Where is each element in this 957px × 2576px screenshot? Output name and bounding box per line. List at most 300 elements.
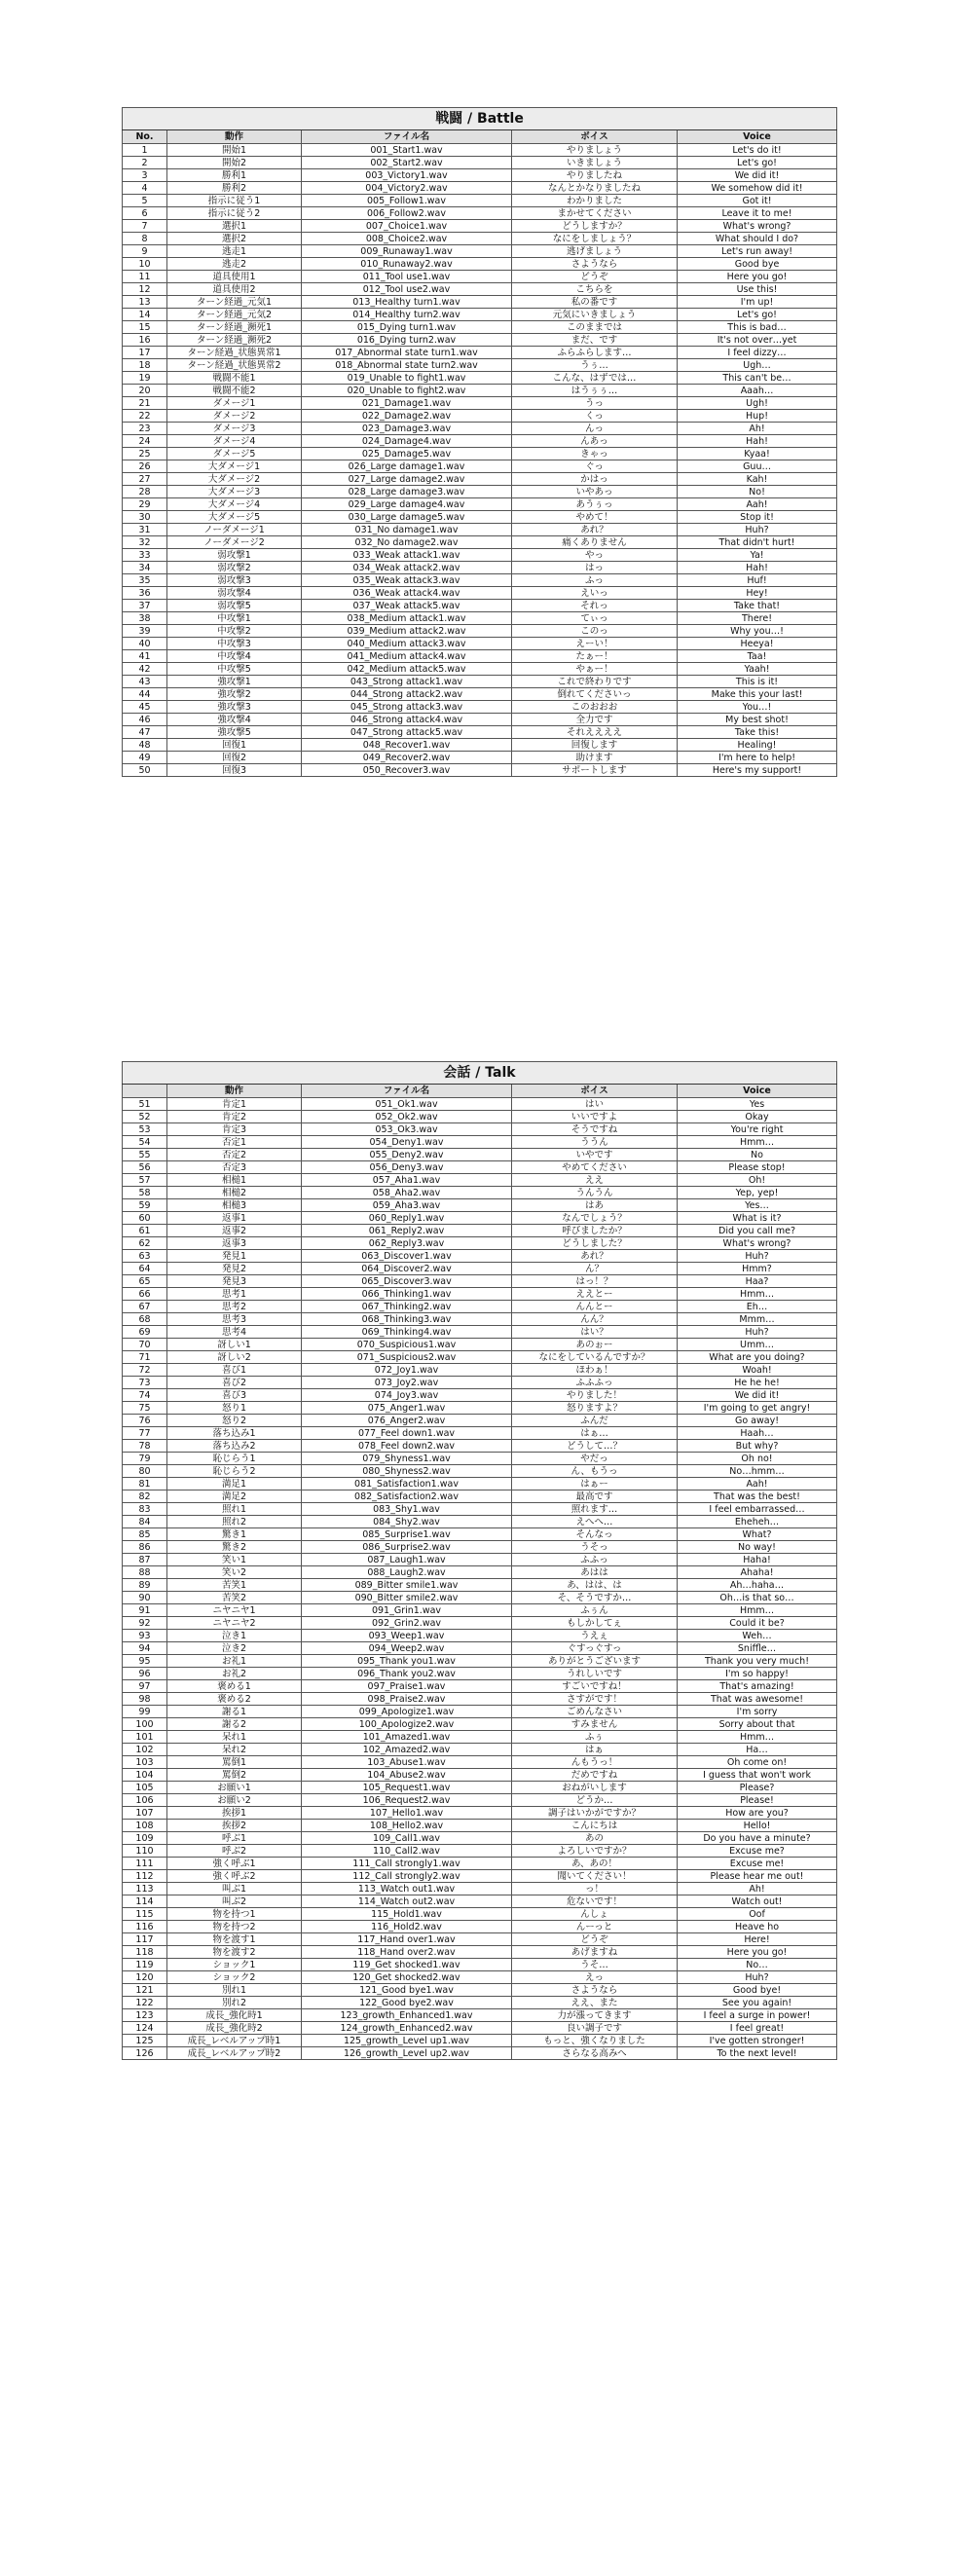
row-filename: 124_growth_Enhanced2.wav xyxy=(302,2022,512,2035)
row-number: 92 xyxy=(123,1617,167,1630)
row-action: 謝る1 xyxy=(167,1706,302,1718)
row-voice-en: Here you go! xyxy=(678,1946,837,1959)
row-number: 90 xyxy=(123,1592,167,1604)
row-voice-en: Sorry about that xyxy=(678,1718,837,1731)
row-filename: 040_Medium attack3.wav xyxy=(302,638,512,650)
row-action: 恥じらう2 xyxy=(167,1465,302,1478)
table-row xyxy=(123,309,837,321)
row-number: 103 xyxy=(123,1756,167,1769)
row-action: ダメージ5 xyxy=(167,448,302,460)
row-action: 喜び2 xyxy=(167,1377,302,1389)
row-action: 中攻撃4 xyxy=(167,650,302,663)
row-number: 34 xyxy=(123,562,167,574)
row-number: 77 xyxy=(123,1427,167,1440)
row-number: 87 xyxy=(123,1554,167,1566)
row-action: 物を持つ2 xyxy=(167,1921,302,1933)
table-row xyxy=(123,296,837,309)
table-row xyxy=(123,1541,837,1554)
row-voice-jp: えーい！ xyxy=(512,638,678,650)
table-row xyxy=(123,1111,837,1123)
row-voice-en: Huh? xyxy=(678,1971,837,1984)
row-filename: 037_Weak attack5.wav xyxy=(302,600,512,612)
row-filename: 067_Thinking2.wav xyxy=(302,1301,512,1313)
col-header-action: 動作 xyxy=(167,130,302,144)
row-action: 相槌3 xyxy=(167,1199,302,1212)
row-action: 満足2 xyxy=(167,1490,302,1503)
row-voice-jp: あれ？ xyxy=(512,524,678,536)
table-row xyxy=(123,1756,837,1769)
table-row xyxy=(123,1478,837,1490)
table-row xyxy=(123,410,837,423)
row-voice-en: Take this! xyxy=(678,726,837,739)
row-number: 67 xyxy=(123,1301,167,1313)
row-voice-en: Oh come on! xyxy=(678,1756,837,1769)
row-action: 思考1 xyxy=(167,1288,302,1301)
table-row xyxy=(123,1212,837,1225)
table-row xyxy=(123,676,837,688)
row-voice-jp: すごいですね！ xyxy=(512,1680,678,1693)
row-number: 94 xyxy=(123,1642,167,1655)
row-voice-en: He he he! xyxy=(678,1377,837,1389)
row-action: 戦闘不能1 xyxy=(167,372,302,385)
row-action: 回復2 xyxy=(167,752,302,764)
row-number: 69 xyxy=(123,1326,167,1339)
row-filename: 032_No damage2.wav xyxy=(302,536,512,549)
row-number: 74 xyxy=(123,1389,167,1402)
row-number: 44 xyxy=(123,688,167,701)
row-number: 71 xyxy=(123,1351,167,1364)
table-row xyxy=(123,258,837,271)
row-voice-jp: 呼びましたか？ xyxy=(512,1225,678,1237)
row-filename: 045_Strong attack3.wav xyxy=(302,701,512,714)
row-voice-jp: なんでしょう？ xyxy=(512,1212,678,1225)
row-voice-en: No… xyxy=(678,1959,837,1971)
row-filename: 115_Hold1.wav xyxy=(302,1908,512,1921)
row-voice-jp: どうぞ xyxy=(512,1933,678,1946)
table-row xyxy=(123,600,837,612)
row-action: 指示に従う1 xyxy=(167,195,302,207)
row-action: ターン経過_瀕死1 xyxy=(167,321,302,334)
row-action: 弱攻撃4 xyxy=(167,587,302,600)
table-row xyxy=(123,448,837,460)
row-number: 70 xyxy=(123,1339,167,1351)
row-voice-jp: んあっ xyxy=(512,435,678,448)
table-row xyxy=(123,638,837,650)
row-number: 112 xyxy=(123,1870,167,1883)
row-filename: 125_growth_Level up1.wav xyxy=(302,2035,512,2047)
row-action: 罵倒1 xyxy=(167,1756,302,1769)
table-row xyxy=(123,1579,837,1592)
row-filename: 019_Unable to fight1.wav xyxy=(302,372,512,385)
row-voice-jp: いやあっ xyxy=(512,486,678,498)
table-row xyxy=(123,423,837,435)
row-action: 大ダメージ4 xyxy=(167,498,302,511)
col-header-no: No. xyxy=(123,130,167,144)
row-number: 86 xyxy=(123,1541,167,1554)
row-filename: 122_Good bye2.wav xyxy=(302,1997,512,2009)
row-number: 40 xyxy=(123,638,167,650)
row-action: 挨拶1 xyxy=(167,1807,302,1820)
table-row xyxy=(123,486,837,498)
row-filename: 059_Aha3.wav xyxy=(302,1199,512,1212)
row-voice-jp: えいっ xyxy=(512,587,678,600)
table-row xyxy=(123,1554,837,1566)
row-voice-jp: やめてください xyxy=(512,1161,678,1174)
row-voice-en: Oh! xyxy=(678,1174,837,1187)
row-number: 41 xyxy=(123,650,167,663)
row-filename: 114_Watch out2.wav xyxy=(302,1895,512,1908)
table-row xyxy=(123,1237,837,1250)
row-action: ノーダメージ1 xyxy=(167,524,302,536)
table-row xyxy=(123,1566,837,1579)
row-filename: 012_Tool use2.wav xyxy=(302,283,512,296)
row-voice-en: Excuse me! xyxy=(678,1858,837,1870)
row-filename: 080_Shyness2.wav xyxy=(302,1465,512,1478)
table-row xyxy=(123,1136,837,1149)
row-filename: 057_Aha1.wav xyxy=(302,1174,512,1187)
row-action: 中攻撃5 xyxy=(167,663,302,676)
row-filename: 035_Weak attack3.wav xyxy=(302,574,512,587)
row-action: 喜び1 xyxy=(167,1364,302,1377)
row-action: 褒める2 xyxy=(167,1693,302,1706)
row-filename: 077_Feel down1.wav xyxy=(302,1427,512,1440)
table-row xyxy=(123,1326,837,1339)
row-voice-jp: なにをしているんですか？ xyxy=(512,1351,678,1364)
row-action: ターン経過_瀕死2 xyxy=(167,334,302,347)
row-voice-en: Haah… xyxy=(678,1427,837,1440)
row-voice-jp: どうぞ xyxy=(512,271,678,283)
row-filename: 025_Damage5.wav xyxy=(302,448,512,460)
row-voice-jp: うそ… xyxy=(512,1959,678,1971)
row-voice-en: It's not over…yet xyxy=(678,334,837,347)
row-voice-en: I guess that won't work xyxy=(678,1769,837,1782)
row-number: 35 xyxy=(123,574,167,587)
row-filename: 123_growth_Enhanced1.wav xyxy=(302,2009,512,2022)
table-row xyxy=(123,714,837,726)
row-voice-jp: あげますね xyxy=(512,1946,678,1959)
row-filename: 063_Discover1.wav xyxy=(302,1250,512,1263)
table-row xyxy=(123,1807,837,1820)
row-number: 47 xyxy=(123,726,167,739)
table-row xyxy=(123,1946,837,1959)
row-action: ターン経過_状態異常1 xyxy=(167,347,302,359)
row-voice-jp: さすがです！ xyxy=(512,1693,678,1706)
row-number: 13 xyxy=(123,296,167,309)
table-row xyxy=(123,663,837,676)
table-row xyxy=(123,1933,837,1946)
row-voice-jp: あ、はは、は xyxy=(512,1579,678,1592)
row-number: 76 xyxy=(123,1415,167,1427)
row-voice-en: We did it! xyxy=(678,169,837,182)
row-voice-jp: さようなら xyxy=(512,258,678,271)
row-voice-jp: 聞いてください！ xyxy=(512,1870,678,1883)
row-action: 返事1 xyxy=(167,1212,302,1225)
row-number: 53 xyxy=(123,1123,167,1136)
row-number: 62 xyxy=(123,1237,167,1250)
row-voice-jp: んもうっ！ xyxy=(512,1756,678,1769)
row-number: 104 xyxy=(123,1769,167,1782)
row-voice-en: Haha! xyxy=(678,1554,837,1566)
row-voice-en: That didn't hurt! xyxy=(678,536,837,549)
row-number: 98 xyxy=(123,1693,167,1706)
row-voice-en: Here you go! xyxy=(678,271,837,283)
row-filename: 088_Laugh2.wav xyxy=(302,1566,512,1579)
row-number: 14 xyxy=(123,309,167,321)
row-voice-jp: くっ xyxy=(512,410,678,423)
row-voice-jp: 危ないです！ xyxy=(512,1895,678,1908)
row-number: 64 xyxy=(123,1263,167,1275)
row-number: 119 xyxy=(123,1959,167,1971)
row-voice-en: How are you? xyxy=(678,1807,837,1820)
row-action: ターン経過_元気1 xyxy=(167,296,302,309)
row-filename: 075_Anger1.wav xyxy=(302,1402,512,1415)
row-action: ダメージ4 xyxy=(167,435,302,448)
row-action: 褒める1 xyxy=(167,1680,302,1693)
row-voice-jp: ええ、また xyxy=(512,1997,678,2009)
row-action: 否定3 xyxy=(167,1161,302,1174)
col-header-voice-en: Voice xyxy=(678,130,837,144)
row-voice-jp: よろしいですか？ xyxy=(512,1845,678,1858)
row-number: 8 xyxy=(123,233,167,245)
row-voice-jp: やっ xyxy=(512,549,678,562)
row-filename: 047_Strong attack5.wav xyxy=(302,726,512,739)
row-filename: 109_Call1.wav xyxy=(302,1832,512,1845)
row-voice-jp: やりましたね xyxy=(512,169,678,182)
row-action: 成長_強化時1 xyxy=(167,2009,302,2022)
row-number: 123 xyxy=(123,2009,167,2022)
row-voice-jp: あ、あの！ xyxy=(512,1858,678,1870)
row-filename: 044_Strong attack2.wav xyxy=(302,688,512,701)
row-action: 弱攻撃3 xyxy=(167,574,302,587)
row-voice-en: Good bye! xyxy=(678,1984,837,1997)
row-action: 泣き1 xyxy=(167,1630,302,1642)
row-filename: 069_Thinking4.wav xyxy=(302,1326,512,1339)
row-number: 9 xyxy=(123,245,167,258)
row-number: 16 xyxy=(123,334,167,347)
row-voice-en: Hmm… xyxy=(678,1136,837,1149)
table-row xyxy=(123,1693,837,1706)
table-row xyxy=(123,1794,837,1807)
row-action: 大ダメージ5 xyxy=(167,511,302,524)
row-voice-jp: もしかしてぇ xyxy=(512,1617,678,1630)
row-action: ターン経過_状態異常2 xyxy=(167,359,302,372)
row-action: 相槌1 xyxy=(167,1174,302,1187)
row-number: 28 xyxy=(123,486,167,498)
row-filename: 106_Request2.wav xyxy=(302,1794,512,1807)
row-voice-en: We somehow did it! xyxy=(678,182,837,195)
table-row xyxy=(123,1617,837,1630)
row-voice-jp: はっ！？ xyxy=(512,1275,678,1288)
row-filename: 034_Weak attack2.wav xyxy=(302,562,512,574)
row-voice-en: No…hmm… xyxy=(678,1465,837,1478)
row-filename: 048_Recover1.wav xyxy=(302,739,512,752)
row-action: 思考2 xyxy=(167,1301,302,1313)
row-voice-jp: はぁー xyxy=(512,1478,678,1490)
row-number: 79 xyxy=(123,1453,167,1465)
row-filename: 072_Joy1.wav xyxy=(302,1364,512,1377)
row-voice-jp: 最高です xyxy=(512,1490,678,1503)
row-voice-en: Taa! xyxy=(678,650,837,663)
row-voice-jp: このっ xyxy=(512,625,678,638)
row-voice-jp: はい xyxy=(512,1098,678,1111)
battle-table-title: 戦闘 / Battle xyxy=(123,108,837,130)
row-number: 21 xyxy=(123,397,167,410)
table-row xyxy=(123,764,837,777)
row-filename: 105_Request1.wav xyxy=(302,1782,512,1794)
row-action: 呼ぶ2 xyxy=(167,1845,302,1858)
row-action: ダメージ2 xyxy=(167,410,302,423)
row-voice-en: Yaah! xyxy=(678,663,837,676)
row-filename: 065_Discover3.wav xyxy=(302,1275,512,1288)
row-number: 125 xyxy=(123,2035,167,2047)
talk-table-body xyxy=(123,1098,837,2060)
table-row xyxy=(123,1225,837,1237)
row-number: 31 xyxy=(123,524,167,536)
row-voice-en: Haa? xyxy=(678,1275,837,1288)
row-number: 78 xyxy=(123,1440,167,1453)
table-row xyxy=(123,1453,837,1465)
table-row xyxy=(123,1592,837,1604)
row-voice-jp: うそっ xyxy=(512,1541,678,1554)
row-number: 65 xyxy=(123,1275,167,1288)
row-voice-jp: うれしいです xyxy=(512,1668,678,1680)
row-filename: 002_Start2.wav xyxy=(302,157,512,169)
row-action: 道具使用2 xyxy=(167,283,302,296)
row-number: 18 xyxy=(123,359,167,372)
row-filename: 068_Thinking3.wav xyxy=(302,1313,512,1326)
row-number: 57 xyxy=(123,1174,167,1187)
row-voice-en: Watch out! xyxy=(678,1895,837,1908)
row-voice-jp: そ、そうですか… xyxy=(512,1592,678,1604)
row-number: 22 xyxy=(123,410,167,423)
row-action: ニヤニヤ2 xyxy=(167,1617,302,1630)
row-voice-en: I feel great! xyxy=(678,2022,837,2035)
table-row xyxy=(123,1364,837,1377)
row-voice-jp: 回復します xyxy=(512,739,678,752)
row-voice-jp: なんとかなりましたね xyxy=(512,182,678,195)
row-voice-en: Let's go! xyxy=(678,309,837,321)
row-number: 118 xyxy=(123,1946,167,1959)
row-filename: 087_Laugh1.wav xyxy=(302,1554,512,1566)
table-row xyxy=(123,1123,837,1136)
row-filename: 039_Medium attack2.wav xyxy=(302,625,512,638)
row-voice-jp: さらなる高みへ xyxy=(512,2047,678,2060)
row-voice-jp: ふぅん xyxy=(512,1604,678,1617)
row-voice-jp: はぁ… xyxy=(512,1427,678,1440)
row-filename: 009_Runaway1.wav xyxy=(302,245,512,258)
table-row xyxy=(123,1744,837,1756)
row-action: 弱攻撃1 xyxy=(167,549,302,562)
table-row xyxy=(123,283,837,296)
row-number: 105 xyxy=(123,1782,167,1794)
row-number: 116 xyxy=(123,1921,167,1933)
row-voice-jp: ふぅ xyxy=(512,1731,678,1744)
row-action: ダメージ3 xyxy=(167,423,302,435)
row-voice-jp: それっ xyxy=(512,600,678,612)
row-action: 呼ぶ1 xyxy=(167,1832,302,1845)
row-filename: 103_Abuse1.wav xyxy=(302,1756,512,1769)
row-number: 101 xyxy=(123,1731,167,1744)
table-row xyxy=(123,1706,837,1718)
row-voice-jp: こちらを xyxy=(512,283,678,296)
row-action: 思考4 xyxy=(167,1326,302,1339)
row-number: 50 xyxy=(123,764,167,777)
row-number: 114 xyxy=(123,1895,167,1908)
row-voice-en: Got it! xyxy=(678,195,837,207)
row-filename: 029_Large damage4.wav xyxy=(302,498,512,511)
table-row xyxy=(123,650,837,663)
row-action: 大ダメージ3 xyxy=(167,486,302,498)
row-voice-en: Aaah… xyxy=(678,385,837,397)
row-voice-jp: うえぇ xyxy=(512,1630,678,1642)
row-filename: 051_Ok1.wav xyxy=(302,1098,512,1111)
row-voice-jp: そうですね xyxy=(512,1123,678,1136)
table-row xyxy=(123,1908,837,1921)
row-voice-jp: おねがいします xyxy=(512,1782,678,1794)
row-number: 24 xyxy=(123,435,167,448)
table-row xyxy=(123,1997,837,2009)
row-voice-jp: 良い調子です xyxy=(512,2022,678,2035)
row-voice-jp: まだ、です xyxy=(512,334,678,347)
row-filename: 028_Large damage3.wav xyxy=(302,486,512,498)
row-filename: 043_Strong attack1.wav xyxy=(302,676,512,688)
row-filename: 102_Amazed2.wav xyxy=(302,1744,512,1756)
row-voice-jp: さようなら xyxy=(512,1984,678,1997)
row-voice-jp: 全力です xyxy=(512,714,678,726)
row-action: 大ダメージ2 xyxy=(167,473,302,486)
row-voice-en: Huh? xyxy=(678,1250,837,1263)
row-voice-en: Good bye xyxy=(678,258,837,271)
row-voice-en: Excuse me? xyxy=(678,1845,837,1858)
row-voice-en: Umm… xyxy=(678,1339,837,1351)
row-number: 48 xyxy=(123,739,167,752)
row-number: 36 xyxy=(123,587,167,600)
row-voice-jp: サポートします xyxy=(512,764,678,777)
row-action: 笑い1 xyxy=(167,1554,302,1566)
row-number: 23 xyxy=(123,423,167,435)
row-filename: 073_Joy2.wav xyxy=(302,1377,512,1389)
row-action: 勝利1 xyxy=(167,169,302,182)
table-row xyxy=(123,1870,837,1883)
row-number: 30 xyxy=(123,511,167,524)
row-voice-jp: ええ xyxy=(512,1174,678,1187)
row-voice-en: What's wrong? xyxy=(678,220,837,233)
row-filename: 113_Watch out1.wav xyxy=(302,1883,512,1895)
table-row xyxy=(123,1250,837,1263)
row-voice-jp: あうぅっ xyxy=(512,498,678,511)
row-voice-jp: 元気にいきましょう xyxy=(512,309,678,321)
row-voice-en: I'm sorry xyxy=(678,1706,837,1718)
row-filename: 031_No damage1.wav xyxy=(302,524,512,536)
row-voice-jp: ふっ xyxy=(512,574,678,587)
row-voice-jp: いいですよ xyxy=(512,1111,678,1123)
row-number: 95 xyxy=(123,1655,167,1668)
row-action: ダメージ1 xyxy=(167,397,302,410)
table-row xyxy=(123,587,837,600)
table-row xyxy=(123,359,837,372)
table-row xyxy=(123,536,837,549)
row-filename: 049_Recover2.wav xyxy=(302,752,512,764)
row-voice-jp: ふんだ xyxy=(512,1415,678,1427)
row-voice-jp: 怒りますよ？ xyxy=(512,1402,678,1415)
row-action: 中攻撃1 xyxy=(167,612,302,625)
table-row xyxy=(123,1161,837,1174)
row-action: 落ち込み2 xyxy=(167,1440,302,1453)
row-voice-jp: あれ？ xyxy=(512,1250,678,1263)
row-filename: 121_Good bye1.wav xyxy=(302,1984,512,1997)
row-voice-en: Let's go! xyxy=(678,157,837,169)
row-voice-jp: うんうん xyxy=(512,1187,678,1199)
